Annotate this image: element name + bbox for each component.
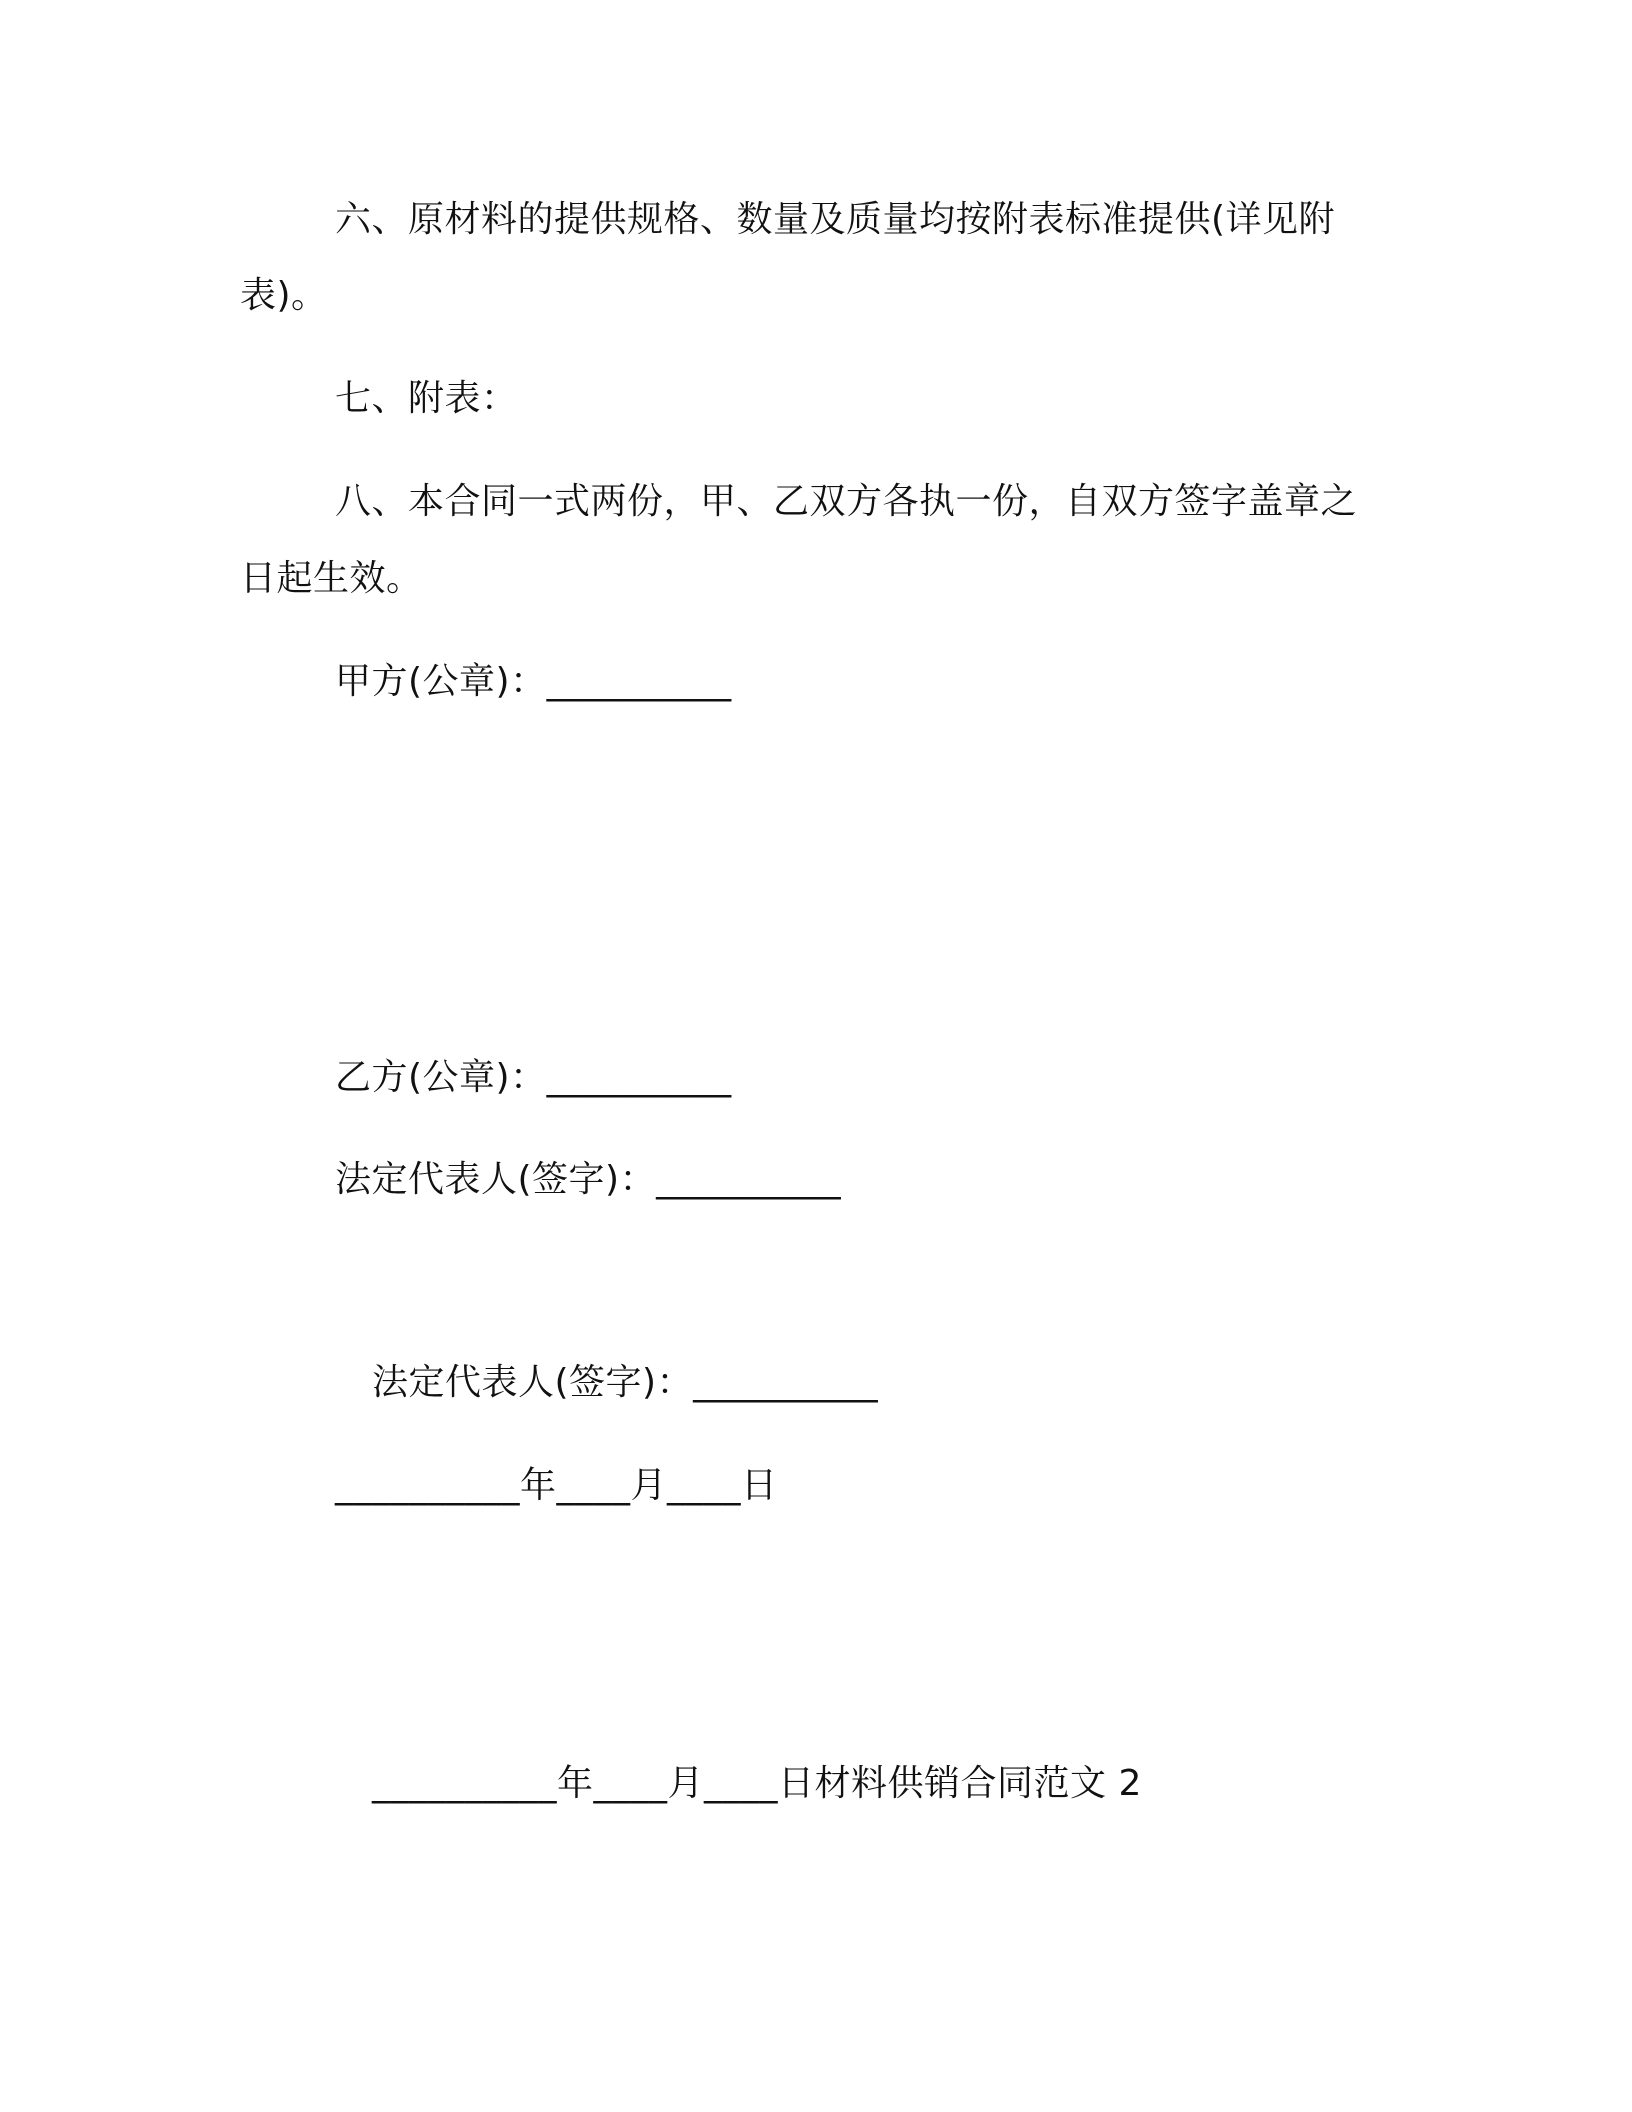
clause-7: 七、附表： [335, 378, 518, 419]
party-b-seal-line: 乙方(公章)：__________ [335, 1057, 732, 1098]
party-a-seal-line: 甲方(公章)：__________ [335, 661, 732, 702]
legal-representative-line-2: 法定代表人(签字)：__________ [372, 1362, 879, 1403]
date-line-2-with-next-title: __________年____月____日材料供销合同范文 2 [372, 1763, 1142, 1804]
clause-6-line-2: 表)。 [240, 275, 328, 316]
date-line-1: __________年____月____日 [335, 1465, 778, 1506]
clause-6-line-1: 六、原材料的提供规格、数量及质量均按附表标准提供(详见附 [335, 199, 1336, 240]
legal-representative-line-1: 法定代表人(签字)：__________ [335, 1159, 842, 1200]
clause-8-line-1: 八、本合同一式两份，甲、乙双方各执一份，自双方签字盖章之 [335, 481, 1358, 522]
clause-8-line-2: 日起生效。 [240, 558, 423, 599]
